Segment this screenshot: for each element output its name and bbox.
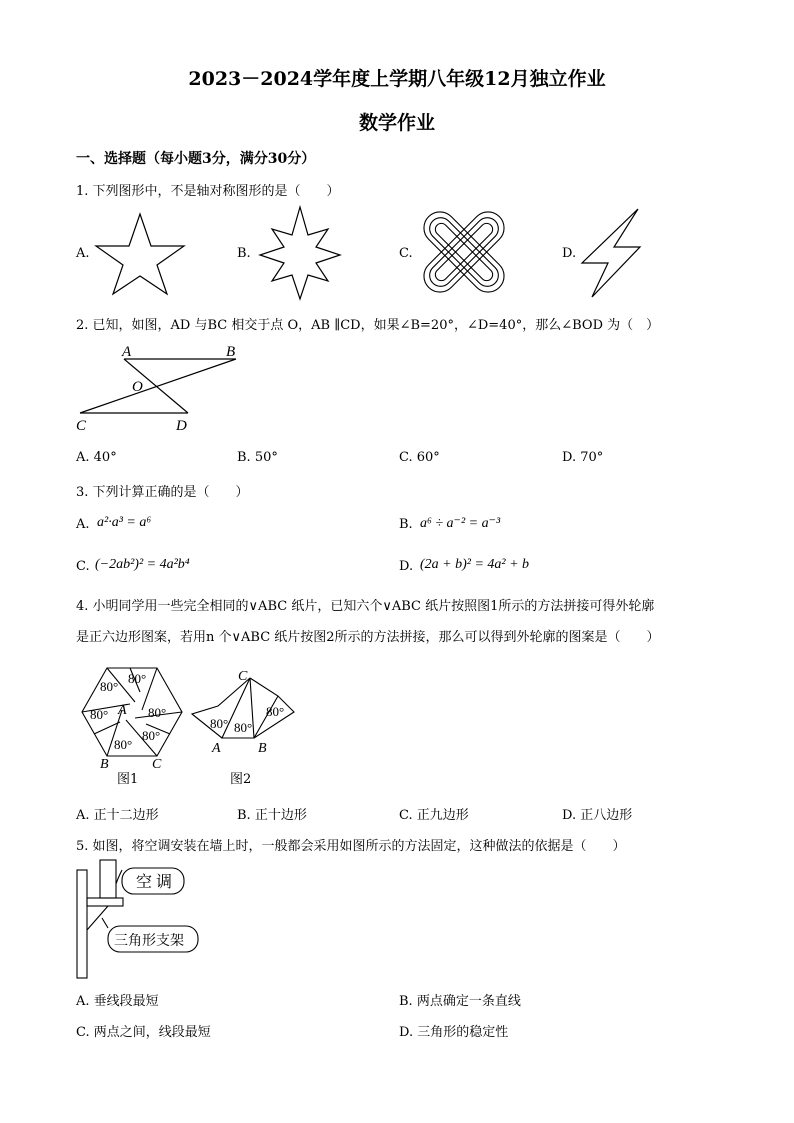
- q3-option-d-letter: D.: [399, 559, 414, 574]
- label-b: B: [226, 344, 236, 360]
- q4-option-b: B. 正十边形: [237, 808, 307, 823]
- hex-label-b: B: [100, 757, 109, 772]
- q1-option-a-letter: A.: [76, 246, 90, 261]
- q3-option-c-expr: (−2ab²)² = 4a²b⁴: [95, 557, 190, 572]
- lightning-figure: [580, 207, 642, 299]
- hex-angle-label: 80°: [100, 679, 119, 694]
- q4-option-d: D. 正八边形: [562, 808, 633, 823]
- page-subtitle: 数学作业: [358, 112, 435, 134]
- fig2-angle-label: 80°: [266, 704, 285, 719]
- partial-polygon-figure: [188, 670, 300, 756]
- question-4-stem-line1: 4. 小明同学用一些完全相同的∨ABC 纸片，已知六个∨ABC 纸片按照图1所示的方法拼接可得外轮廓: [76, 599, 655, 614]
- compass-star-figure: [258, 205, 342, 301]
- hex-angle-label: 80°: [128, 671, 147, 686]
- hex-angle-label: 80°: [90, 707, 109, 722]
- question-2-stem: 2. 已知，如图，AD 与BC 相交于点 O，AB ∥CD，如果∠B=20°，∠D=40°，那么∠BOD 为（ ）: [76, 318, 660, 333]
- q3-option-b-expr: a⁶ ÷ a⁻² = a⁻³: [420, 516, 501, 531]
- q2-option-a: A. 40°: [76, 450, 117, 465]
- q2-option-c: C. 60°: [399, 450, 440, 465]
- q3-option-d-expr: (2a + b)² = 4a² + b: [420, 557, 530, 572]
- hex-label-a: A: [118, 703, 127, 718]
- q4-option-a: A. 正十二边形: [76, 808, 159, 823]
- parallel-lines-figure: [74, 340, 244, 436]
- q5-option-d: D. 三角形的稳定性: [399, 1025, 509, 1040]
- knot-figure: [418, 206, 510, 298]
- q5-option-c: C. 两点之间，线段最短: [76, 1025, 211, 1040]
- hex-angle-label: 80°: [114, 737, 133, 752]
- q1-option-c-letter: C.: [399, 246, 413, 261]
- label-c: C: [76, 418, 87, 434]
- q5-option-a: A. 垂线段最短: [76, 994, 159, 1009]
- fig2-label-a: A: [212, 741, 221, 756]
- hex-label-c: C: [152, 757, 162, 772]
- air-conditioner-figure: [74, 856, 204, 982]
- page-title: 2023－2024学年度上学期八年级12月独立作业: [188, 68, 606, 90]
- q2-option-b: B. 50°: [237, 450, 278, 465]
- question-1-stem: 1. 下列图形中，不是轴对称图形的是（ ）: [76, 184, 340, 199]
- fig2-angle-label: 80°: [210, 716, 229, 731]
- section-heading: 一、选择题（每小题3分，满分30分）: [76, 151, 316, 167]
- ac-label: 空 调: [136, 874, 173, 891]
- q3-option-a-expr: a²·a³ = a⁶: [97, 515, 152, 530]
- label-a: A: [122, 344, 132, 360]
- q4-option-c: C. 正九边形: [399, 808, 469, 823]
- label-d: D: [176, 418, 187, 434]
- question-5-stem: 5. 如图，将空调安装在墙上时，一般都会采用如图所示的方法固定，这种做法的依据是（ ）: [76, 839, 626, 854]
- fig2-label-c: C: [238, 669, 248, 684]
- label-o: O: [132, 379, 143, 395]
- fig2-label-b: B: [258, 741, 267, 756]
- hexagon-figure: [80, 662, 186, 770]
- q5-option-b: B. 两点确定一条直线: [399, 994, 521, 1009]
- q1-option-d-letter: D.: [562, 246, 577, 261]
- figure-1-caption: 图1: [117, 772, 139, 787]
- bracket-label: 三角形支架: [114, 934, 184, 949]
- q3-option-b-letter: B.: [399, 517, 413, 532]
- figure-2-caption: 图2: [230, 772, 252, 787]
- question-4-stem-line2: 是正六边形图案，若用n 个∨ABC 纸片按图2所示的方法拼接，那么可以得到外轮廓的图案是（ ）: [76, 630, 660, 645]
- hex-angle-label: 80°: [148, 705, 167, 720]
- question-3-stem: 3. 下列计算正确的是（ ）: [76, 485, 249, 500]
- q3-option-c-letter: C.: [76, 559, 90, 574]
- fig2-angle-label: 80°: [234, 720, 253, 735]
- q2-option-d: D. 70°: [562, 450, 604, 465]
- q1-option-b-letter: B.: [237, 246, 251, 261]
- q3-option-a-letter: A.: [76, 517, 90, 532]
- star-figure: [93, 210, 187, 296]
- hex-angle-label: 80°: [142, 728, 161, 743]
